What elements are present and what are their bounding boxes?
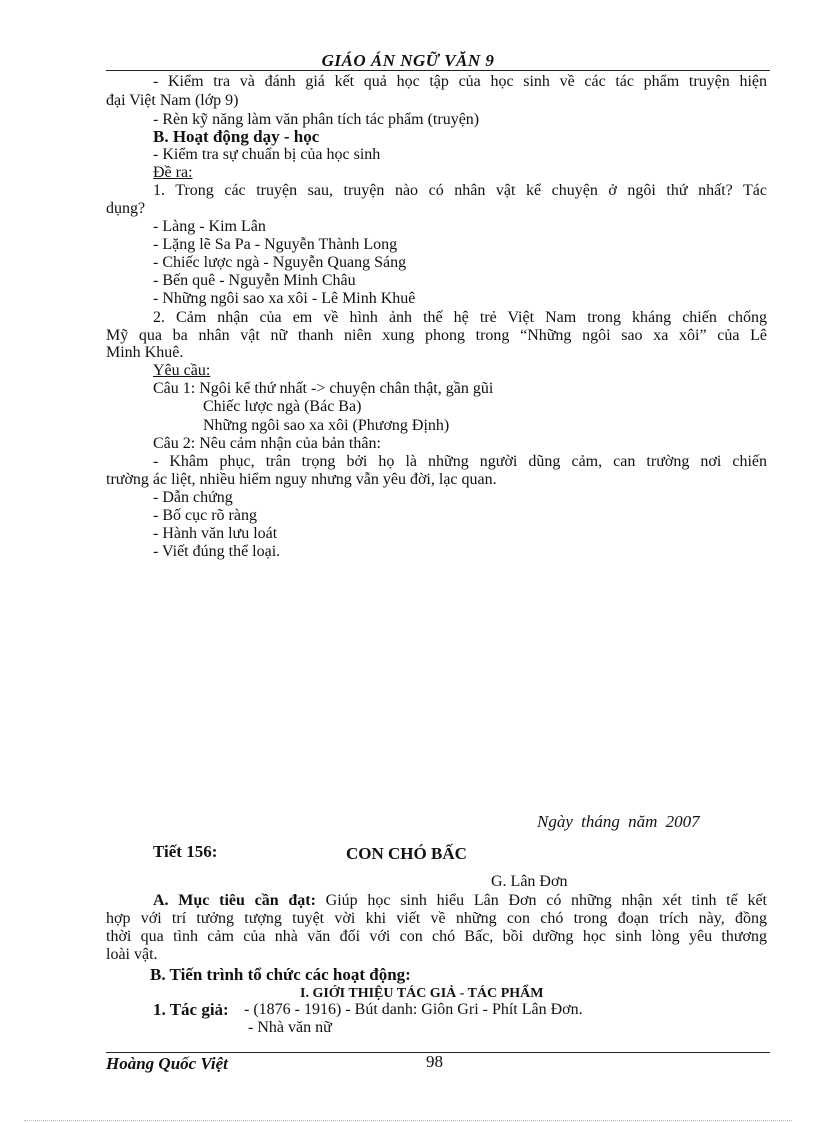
- author-label: 1. Tác giả:: [153, 1000, 229, 1019]
- objectives-line: [153, 892, 767, 910]
- list-item: - Viết đúng thể loại.: [153, 543, 281, 560]
- objectives-line: loài vật.: [106, 946, 158, 963]
- list-item: - Chiếc lược ngà - Nguyễn Quang Sáng: [153, 254, 407, 271]
- answer-1-sub: Chiếc lược ngà (Bác Ba): [203, 398, 362, 415]
- page-bottom-divider: [24, 1120, 792, 1121]
- list-item: - Những ngôi sao xa xôi - Lê Minh Khuê: [153, 290, 416, 307]
- paragraph-line: đại Việt Nam (lớp 9): [106, 92, 239, 109]
- lesson-author: G. Lân Đơn: [491, 873, 568, 890]
- answer-2-text: - Khâm phục, trân trọng bởi họ là những người dũng cảm, can trường nơi chiến: [153, 453, 767, 470]
- lesson-number: Tiết 156:: [153, 842, 218, 861]
- list-item: - Làng - Kim Lân: [153, 218, 266, 235]
- subsection-heading: I. GIỚI THIỆU TÁC GIẢ - TÁC PHẨM: [300, 986, 544, 1001]
- objectives-label: A. Mục tiêu cần đạt:: [153, 892, 316, 909]
- question-2-cont: Mỹ qua ba nhân vật nữ thanh niên xung phong trong “Những ngôi sao xa xôi” của Lê: [106, 327, 767, 344]
- footer-author: Hoàng Quốc Việt: [106, 1054, 228, 1073]
- answer-1: Câu 1: Ngôi kể thứ nhất -> chuyện chân thật, gần gũi: [153, 380, 494, 397]
- lesson-title: CON CHÓ BẤC: [346, 844, 467, 863]
- section-heading-b: B. Hoạt động dạy - học: [153, 127, 320, 146]
- list-item: - Bố cục rõ ràng: [153, 507, 257, 524]
- section-heading-b2: B. Tiến trình tổ chức các hoạt động:: [150, 965, 411, 984]
- author-info: - Nhà văn nữ: [248, 1019, 332, 1036]
- paragraph-line: - Kiểm tra và đánh giá kết quả học tập của học sinh về các tác phẩm truyện hiện: [153, 73, 767, 90]
- list-item: - Bến quê - Nguyễn Minh Châu: [153, 272, 356, 289]
- page-number: 98: [426, 1052, 443, 1071]
- de-ra-label: Đề ra:: [153, 164, 193, 181]
- paragraph-line: - Kiểm tra sự chuẩn bị của học sinh: [153, 146, 381, 163]
- question-1-cont: dụng?: [106, 200, 146, 217]
- answer-2: Câu 2: Nêu cảm nhận của bản thân:: [153, 435, 381, 452]
- objectives-line: thời qua tình cảm của nhà văn đối với con chó Bấc, bồi dưỡng học sinh lòng yêu thương: [106, 928, 767, 945]
- answer-2-text-cont: trường ác liệt, nhiều hiểm nguy nhưng vẫn yêu đời, lạc quan.: [106, 471, 497, 488]
- list-item: - Hành văn lưu loát: [153, 525, 278, 542]
- question-2-cont: Minh Khuê.: [106, 344, 184, 361]
- list-item: - Dẫn chứng: [153, 489, 233, 506]
- objectives-text: Giúp học sinh hiểu Lân Đơn có những nhận xét tinh tế kết: [325, 892, 768, 909]
- paragraph-line: - Rèn kỹ năng làm văn phân tích tác phẩm (truyện): [153, 111, 480, 128]
- header-title: GIÁO ÁN NGỮ VĂN 9: [321, 51, 495, 70]
- author-info: - (1876 - 1916) - Bút danh: Giôn Gri - Phít Lân Đơn.: [244, 1001, 583, 1018]
- objectives-line: hợp với trí tưởng tượng tuyệt vời khi viết về những con chó trong đoạn trích này, đồng: [106, 910, 767, 927]
- yeu-cau-label: Yêu cầu:: [153, 362, 211, 379]
- list-item: - Lặng lẽ Sa Pa - Nguyễn Thành Long: [153, 236, 398, 253]
- question-2: 2. Cảm nhận của em về hình ảnh thế hệ trẻ Việt Nam trong kháng chiến chống: [153, 309, 767, 326]
- lesson-date: Ngày tháng năm 2007: [537, 812, 700, 831]
- question-1: 1. Trong các truyện sau, truyện nào có nhân vật kể chuyện ở ngôi thứ nhất? Tác: [153, 182, 767, 199]
- answer-1-sub: Những ngôi sao xa xôi (Phương Định): [203, 417, 450, 434]
- header-rule: [106, 70, 770, 71]
